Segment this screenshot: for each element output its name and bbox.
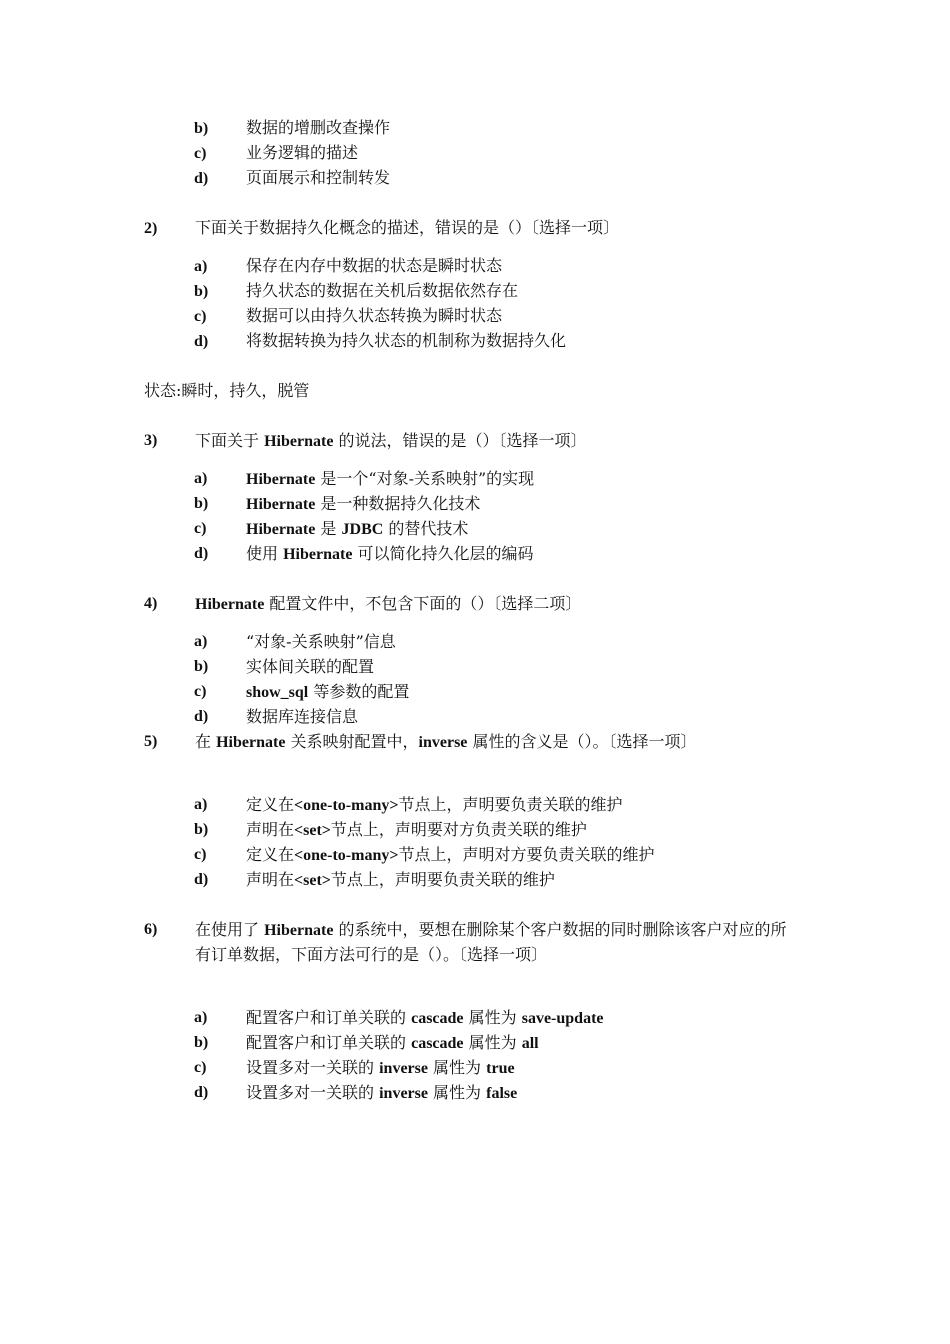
- option-text: [246, 1005, 604, 1031]
- option-b: [0, 817, 950, 842]
- text-bold: Hibernate: [264, 433, 334, 450]
- option-label: a): [194, 796, 208, 813]
- option-b: [0, 116, 950, 141]
- option-a: [0, 629, 950, 654]
- text-part: 的说法，错误的是（）〔选择一项〕: [333, 431, 587, 450]
- text-bold: inverse: [418, 734, 468, 751]
- text-part: 属性为: [427, 1058, 487, 1077]
- option-label: b): [194, 658, 209, 675]
- option-label: b): [194, 1034, 209, 1051]
- text-bold: all: [521, 1035, 539, 1052]
- option-text: 数据可以由持久状态转换为瞬时状态: [246, 308, 503, 325]
- text-part: 节点上，声明对方要负责关联的维护: [398, 845, 655, 864]
- option-text: “对象-关系映射”信息: [246, 632, 396, 651]
- text-part: 是: [315, 519, 342, 538]
- question-number: 6): [144, 921, 158, 938]
- option-label: b): [194, 120, 209, 137]
- text-bold: true: [486, 1060, 515, 1077]
- option-d: [0, 704, 950, 729]
- option-d: [0, 166, 950, 191]
- text-part: 节点上，声明要对方负责关联的维护: [330, 820, 587, 839]
- option-text: 持久状态的数据在关机后数据依然存在: [246, 283, 519, 300]
- text-part: 属性的含义是（）。〔选择一项〕: [467, 732, 697, 751]
- text-part: 的替代技术: [383, 519, 469, 538]
- option-label: c): [194, 308, 207, 325]
- question-text: 有订单数据，下面方法可行的是（）。〔选择一项〕: [195, 945, 548, 964]
- question-text: [195, 729, 696, 755]
- text-part: 配置客户和订单关联的: [246, 1033, 412, 1052]
- option-label: c): [194, 846, 207, 863]
- text-bold: show_sql: [246, 684, 309, 701]
- option-text: [246, 1080, 517, 1106]
- option-b: [0, 279, 950, 304]
- text-bold: JDBC: [341, 521, 384, 538]
- option-text: 实体间关联的配置: [246, 657, 375, 676]
- option-text: 数据库连接信息: [246, 707, 359, 726]
- text-part: 配置文件中，不包含下面的（）〔选择二项〕: [264, 594, 582, 613]
- option-label: c): [194, 145, 207, 162]
- option-label: c): [194, 1059, 207, 1076]
- text-part: 声明在: [246, 820, 295, 839]
- option-text: [246, 516, 468, 542]
- text-bold: <set>: [294, 872, 331, 889]
- note-text: 瞬时，持久，脱管: [181, 381, 310, 400]
- text-bold: Hibernate: [246, 471, 316, 488]
- option-text: [246, 1055, 515, 1081]
- note-prefix: 状态:: [144, 381, 182, 400]
- option-text: [246, 679, 409, 705]
- option-label: d): [194, 871, 209, 888]
- option-label: b): [194, 283, 209, 300]
- question-stem: [0, 729, 950, 754]
- question-stem-line-2: [0, 942, 950, 967]
- option-label: a): [194, 258, 208, 275]
- question-text: 下面关于数据持久化概念的描述，错误的是（）〔选择一项〕: [195, 220, 620, 237]
- option-text: 将数据转换为持久状态的机制称为数据持久化: [246, 333, 567, 350]
- question-stem: [0, 591, 950, 616]
- text-part: 设置多对一关联的: [246, 1083, 380, 1102]
- text-bold: Hibernate: [246, 496, 316, 513]
- text-part: 是一种数据持久化技术: [315, 494, 481, 513]
- question-number: 3): [144, 432, 158, 449]
- option-label: b): [194, 821, 209, 838]
- option-label: d): [194, 170, 209, 187]
- option-text: [246, 466, 534, 492]
- option-text: [246, 541, 534, 567]
- text-part: 定义在: [246, 795, 295, 814]
- text-bold: <one-to-many>: [294, 847, 399, 864]
- text-bold: false: [486, 1085, 518, 1102]
- text-part: 属性为: [463, 1033, 522, 1052]
- option-d: [0, 1080, 950, 1105]
- text-part: 节点上，声明要负责关联的维护: [398, 795, 623, 814]
- text-bold: Hibernate: [216, 734, 286, 751]
- question-number: 4): [144, 595, 158, 612]
- text-bold: save-update: [521, 1010, 604, 1027]
- text-bold: Hibernate: [246, 521, 316, 538]
- option-b: [0, 1030, 950, 1055]
- text-bold: <set>: [294, 822, 331, 839]
- option-label: a): [194, 470, 208, 487]
- option-d: [0, 541, 950, 566]
- question-text: [195, 591, 581, 617]
- text-part: 在: [195, 732, 217, 751]
- option-a: [0, 254, 950, 279]
- question-text: [195, 917, 787, 943]
- option-c: [0, 1055, 950, 1080]
- option-c: [0, 304, 950, 329]
- option-text: 业务逻辑的描述: [246, 145, 359, 162]
- text-part: 使用: [246, 544, 284, 563]
- option-label: a): [194, 633, 208, 650]
- text-bold: <one-to-many>: [294, 797, 399, 814]
- text-part: 属性为: [463, 1008, 522, 1027]
- text-part: 关系映射配置中，: [285, 732, 419, 751]
- option-c: [0, 516, 950, 541]
- text-part: 定义在: [246, 845, 295, 864]
- option-d: [0, 867, 950, 892]
- text-part: 等参数的配置: [308, 682, 410, 701]
- option-text: [246, 867, 555, 893]
- option-label: d): [194, 1084, 209, 1101]
- option-text: 页面展示和控制转发: [246, 170, 391, 187]
- option-label: a): [194, 1009, 208, 1026]
- text-part: 下面关于: [195, 431, 265, 450]
- option-label: d): [194, 708, 209, 725]
- text-part: 节点上，声明要负责关联的维护: [330, 870, 555, 889]
- option-text: [246, 491, 480, 517]
- option-text: 保存在内存中数据的状态是瞬时状态: [246, 258, 503, 275]
- text-part: 在使用了: [195, 920, 265, 939]
- option-label: d): [194, 333, 209, 350]
- text-part: 属性为: [427, 1083, 487, 1102]
- question-stem: [0, 216, 950, 241]
- text-bold: inverse: [379, 1085, 428, 1102]
- question-number: 5): [144, 733, 158, 750]
- text-bold: inverse: [379, 1060, 428, 1077]
- question-text: [195, 428, 587, 454]
- option-b: [0, 491, 950, 516]
- question-number: 2): [144, 220, 158, 237]
- text-bold: cascade: [411, 1010, 464, 1027]
- option-label: c): [194, 683, 207, 700]
- text-part: 配置客户和订单关联的: [246, 1008, 412, 1027]
- option-label: d): [194, 545, 209, 562]
- text-bold: cascade: [411, 1035, 464, 1052]
- option-text: [246, 817, 587, 843]
- text-part: 可以简化持久化层的编码: [352, 544, 534, 563]
- text-part: 声明在: [246, 870, 295, 889]
- option-text: [246, 792, 622, 818]
- text-bold: Hibernate: [195, 596, 265, 613]
- option-a: [0, 466, 950, 491]
- question-stem: [0, 428, 950, 453]
- option-a: [0, 792, 950, 817]
- text-bold: Hibernate: [264, 922, 334, 939]
- text-part: 是一个“对象-关系映射”的实现: [315, 469, 535, 488]
- text-part: 的系统中，要想在删除某个客户数据的同时删除该客户对应的所: [333, 920, 787, 939]
- option-text: [246, 842, 654, 868]
- option-c: [0, 679, 950, 704]
- option-label: b): [194, 495, 209, 512]
- option-d: [0, 329, 950, 354]
- option-text: [246, 1030, 539, 1056]
- text-bold: Hibernate: [283, 546, 353, 563]
- option-c: [0, 842, 950, 867]
- option-text: 数据的增删改查操作: [246, 120, 391, 137]
- option-label: c): [194, 520, 207, 537]
- text-part: 设置多对一关联的: [246, 1058, 380, 1077]
- option-c: [0, 141, 950, 166]
- question-stem: [0, 917, 950, 942]
- state-note: [144, 378, 309, 403]
- option-b: [0, 654, 950, 679]
- option-a: [0, 1005, 950, 1030]
